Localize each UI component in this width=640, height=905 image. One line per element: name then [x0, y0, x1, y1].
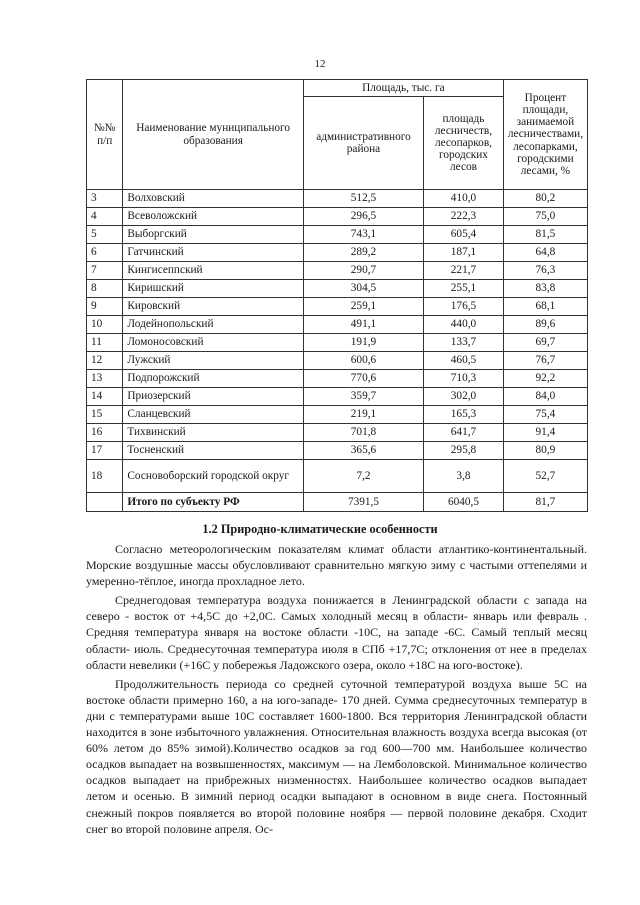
admin-area: 359,7 [303, 388, 423, 406]
row-number: 14 [87, 388, 123, 406]
section-title: 1.2 Природно-климатические особенности [202, 522, 438, 536]
municipality-name: Кировский [123, 298, 303, 316]
admin-area: 290,7 [303, 262, 423, 280]
forest-area: 255,1 [424, 280, 504, 298]
row-number: 18 [87, 460, 123, 493]
table-row [87, 280, 588, 298]
municipality-name: Киришский [123, 280, 303, 298]
forest-percent: 52,7 [503, 460, 587, 493]
municipality-name: Выборгский [123, 226, 303, 244]
municipality-name: Всеволожский [123, 208, 303, 226]
paragraph: Согласно метеорологическим показателям климат области атлантико-континентальный. Морские воздушные массы обусловливают сравнительно мягкую зиму с частыми оттепелями и умеренно-тёплое, иногда прохладное лето. [86, 542, 587, 589]
total-label: Итого по субъекту РФ [123, 493, 303, 512]
header-percent: Процент площади, занимаемой лесничествами, лесопарками, городскими лесами, % [503, 80, 587, 190]
admin-area: 600,6 [303, 352, 423, 370]
forest-percent: 83,8 [503, 280, 587, 298]
total-num-cell [87, 493, 123, 512]
admin-area: 289,2 [303, 244, 423, 262]
forest-area: 221,7 [424, 262, 504, 280]
forest-percent: 64,8 [503, 244, 587, 262]
municipality-name: Гатчинский [123, 244, 303, 262]
table-row [87, 442, 588, 460]
forest-percent: 84,0 [503, 388, 587, 406]
row-number: 13 [87, 370, 123, 388]
header-area-group: Площадь, тыс. га [303, 80, 503, 97]
municipality-name: Лужский [123, 352, 303, 370]
forest-percent: 92,2 [503, 370, 587, 388]
municipality-name: Волховский [123, 190, 303, 208]
section-body [86, 541, 587, 840]
forest-area: 3,8 [424, 460, 504, 493]
table-row [87, 208, 588, 226]
municipality-name: Подпорожский [123, 370, 303, 388]
municipality-name: Кингисеппский [123, 262, 303, 280]
row-number: 7 [87, 262, 123, 280]
table-row [87, 370, 588, 388]
admin-area: 701,8 [303, 424, 423, 442]
table-row [87, 316, 588, 334]
forest-percent: 76,3 [503, 262, 587, 280]
admin-area: 259,1 [303, 298, 423, 316]
row-number: 3 [87, 190, 123, 208]
admin-area: 304,5 [303, 280, 423, 298]
forest-area: 410,0 [424, 190, 504, 208]
admin-area: 770,6 [303, 370, 423, 388]
forest-percent: 68,1 [503, 298, 587, 316]
table-row [87, 262, 588, 280]
admin-area: 365,6 [303, 442, 423, 460]
municipality-name: Ломоносовский [123, 334, 303, 352]
forest-percent: 89,6 [503, 316, 587, 334]
row-number: 6 [87, 244, 123, 262]
table-body [87, 190, 588, 493]
admin-area: 512,5 [303, 190, 423, 208]
municipality-name: Лодейнопольский [123, 316, 303, 334]
forest-area: 165,3 [424, 406, 504, 424]
admin-area: 219,1 [303, 406, 423, 424]
paragraph: Продолжительность периода со средней суточной температурой воздуха выше 5С на востоке области примерно 160, а на юго-западе- 170 дней. Сумма среднесуточных температур в дни с температурами выше 10С составляет 1600-1800. Вся территория Ленинградской области находится в зоне избыточного увлажнения. Относительная влажность воздуха всегда высокая (от 60% летом до 85% зимой).Количество осадков за год 600—700 мм. Наибольшее количество осадков выпадает на возвышенностях, максимум — на Лемболовской. Минимальное количество осадков выпадает на прибрежных низменностях. Наибольшее количество осадков выпадает летом и осенью. В зимний период осадки выпадают в основном в виде снега. Постоянный снежный покров появляется во второй половине ноября — первой половине декабря. Сходит снег во второй половине апреля. Ос- [86, 676, 587, 836]
page-number: 12 [314, 58, 326, 70]
table-row [87, 244, 588, 262]
table-row [87, 424, 588, 442]
table-row [87, 352, 588, 370]
total-forest-area: 6040,5 [424, 493, 504, 512]
forest-percent: 75,0 [503, 208, 587, 226]
forest-area: 176,5 [424, 298, 504, 316]
header-admin-area: административного района [303, 97, 423, 190]
forest-percent: 81,5 [503, 226, 587, 244]
forest-area: 641,7 [424, 424, 504, 442]
municipality-name: Тосненский [123, 442, 303, 460]
forest-area: 460,5 [424, 352, 504, 370]
forest-area: 710,3 [424, 370, 504, 388]
row-number: 11 [87, 334, 123, 352]
forest-percent: 76,7 [503, 352, 587, 370]
table-row [87, 460, 588, 493]
forest-percent: 80,2 [503, 190, 587, 208]
forest-area: 295,8 [424, 442, 504, 460]
table-row [87, 388, 588, 406]
row-number: 12 [87, 352, 123, 370]
forest-area-table [86, 79, 588, 512]
table-row [87, 298, 588, 316]
forest-area: 187,1 [424, 244, 504, 262]
row-number: 8 [87, 280, 123, 298]
row-number: 4 [87, 208, 123, 226]
header-municipality: Наименование муниципального образования [123, 80, 303, 190]
forest-percent: 69,7 [503, 334, 587, 352]
table-total-row [87, 493, 588, 512]
total-admin-area: 7391,5 [303, 493, 423, 512]
forest-percent: 75,4 [503, 406, 587, 424]
admin-area: 743,1 [303, 226, 423, 244]
row-number: 15 [87, 406, 123, 424]
row-number: 5 [87, 226, 123, 244]
paragraph: Среднегодовая температура воздуха понижается в Ленинградской области с запада на северо - восток от +4,5С до +2,0С. Самых холодный месяц в области- январь или февраль . Средняя температура января на востоке области -10С, на западе -6С. Самый теплый месяц области- июль. Среднесуточная температура июля в СПб +17,7С; отклонения от нее в пределах области невелики (+16С у побережья Ладожского озера, около +18С на юго-востоке). [86, 593, 587, 672]
header-forest-area: площадь лесничеств, лесопарков, городских лесов [424, 97, 504, 190]
municipality-name: Сланцевский [123, 406, 303, 424]
municipality-name: Приозерский [123, 388, 303, 406]
table-row [87, 190, 588, 208]
admin-area: 296,5 [303, 208, 423, 226]
row-number: 10 [87, 316, 123, 334]
total-percent: 81,7 [503, 493, 587, 512]
header-number: №№ п/п [87, 80, 123, 190]
forest-area: 133,7 [424, 334, 504, 352]
forest-area: 605,4 [424, 226, 504, 244]
row-number: 17 [87, 442, 123, 460]
forest-area: 222,3 [424, 208, 504, 226]
admin-area: 191,9 [303, 334, 423, 352]
forest-area: 440,0 [424, 316, 504, 334]
row-number: 16 [87, 424, 123, 442]
forest-percent: 80,9 [503, 442, 587, 460]
table-row [87, 406, 588, 424]
municipality-name: Сосновоборский городской округ [123, 460, 303, 493]
forest-area: 302,0 [424, 388, 504, 406]
municipality-name: Тихвинский [123, 424, 303, 442]
table-row [87, 334, 588, 352]
admin-area: 491,1 [303, 316, 423, 334]
row-number: 9 [87, 298, 123, 316]
forest-percent: 91,4 [503, 424, 587, 442]
table-row [87, 226, 588, 244]
admin-area: 7,2 [303, 460, 423, 493]
